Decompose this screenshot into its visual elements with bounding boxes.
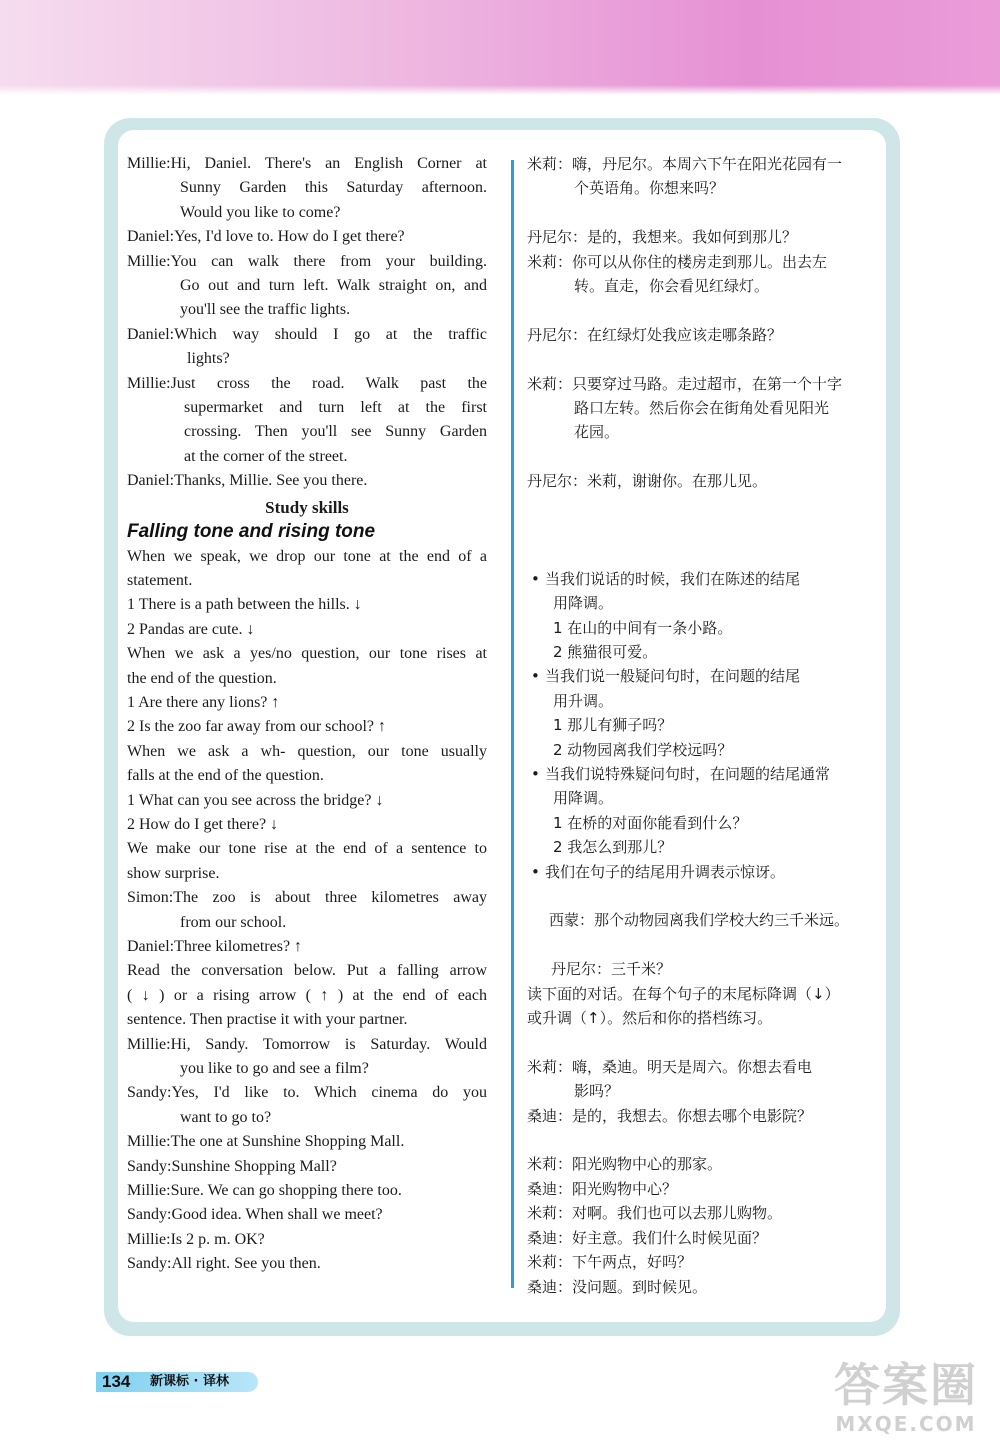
text-line: When we ask a yes/no question, our tone rises at <box>127 645 487 663</box>
translation-line: 桑迪：阳光购物中心？ <box>527 1179 678 1198</box>
translation-line: 丹尼尔：米莉，谢谢你。在那儿见。 <box>527 472 768 491</box>
translation-line: 米莉：下午两点，好吗？ <box>527 1253 693 1272</box>
dialogue-line: Millie:Sure. We can go shopping there too. <box>127 1182 402 1200</box>
dialogue-line: Millie:You can walk there from your building. <box>127 252 487 270</box>
example-line: 1 What can you see across the bridge? ↓ <box>127 791 384 809</box>
dialogue-line: Millie:Hi, Daniel. There's an English Corner at <box>127 155 487 172</box>
translation-line: 1 在桥的对面你能看到什么？ <box>553 813 748 832</box>
dialogue-line: lights? <box>187 350 230 368</box>
dialogue-line: crossing. Then you'll see Sunny Garden <box>184 423 487 441</box>
text-line: the end of the question. <box>127 669 277 687</box>
translation-line: 花园。 <box>574 423 620 442</box>
text-line: statement. <box>127 571 193 589</box>
translation-line: 米莉：嗨，桑迪。明天是周六。你想去看电 <box>527 1057 813 1076</box>
translation-line: 丹尼尔：三千米？ <box>551 960 672 979</box>
translation-line: 1 那儿有狮子吗？ <box>553 716 673 735</box>
translation-line: 2 我怎么到那儿？ <box>553 838 673 857</box>
translation-line: 用降调。 <box>553 789 614 808</box>
section-subtitle: Falling tone and rising tone <box>127 521 376 543</box>
translation-line: 西蒙：那个动物园离我们学校大约三千米远。 <box>549 911 850 930</box>
translation-line: 米莉：只要穿过马路。走过超市，在第一个十字 <box>527 374 843 393</box>
dialogue-line: Would you like to come? <box>180 203 341 221</box>
dialogue-line: Millie:The one at Sunshine Shopping Mall. <box>127 1133 405 1151</box>
instruction-line: ( ↓ ) or a rising arrow ( ↑ ) at the end of each <box>127 986 487 1004</box>
translation-line: 米莉：你可以从你住的楼房走到那儿。出去左 <box>527 252 828 271</box>
translation-line: 个英语角。你想来吗？ <box>574 179 725 198</box>
example-line: 2 Pandas are cute. ↓ <box>127 620 255 638</box>
text-line: We make our tone rise at the end of a sentence to <box>127 840 487 858</box>
dialogue-line: Millie:Hi, Sandy. Tomorrow is Saturday. Would <box>127 1035 487 1053</box>
top-decorative-band <box>0 0 1000 95</box>
translation-line: 用降调。 <box>553 594 614 613</box>
instruction-line: Read the conversation below. Put a falling arrow <box>127 962 487 980</box>
dialogue-2 <box>127 1033 487 1277</box>
translation-line: 1 在山的中间有一条小路。 <box>553 618 733 637</box>
translation-line: 丹尼尔：在红绿灯处我应该走哪条路？ <box>527 325 783 344</box>
dialogue-line: Sandy:All right. See you then. <box>127 1255 321 1273</box>
dialogue-line: you like to go and see a film? <box>180 1060 369 1078</box>
translation-line: 或升调（↑）。然后和你的搭档练习。 <box>527 1009 773 1028</box>
example-line: 2 Is the zoo far away from our school? ↑ <box>127 718 387 736</box>
translation-line: 用升调。 <box>553 691 614 710</box>
text-line: falls at the end of the question. <box>127 767 324 785</box>
translation-line: 米莉：嗨，丹尼尔。本周六下午在阳光花园有一 <box>527 155 843 173</box>
text-line: show surprise. <box>127 864 220 882</box>
text-line: When we speak, we drop our tone at the end of a <box>127 547 487 565</box>
page-number: 134 <box>102 1372 131 1391</box>
translation-line: 影吗？ <box>574 1082 620 1101</box>
chinese-column <box>527 152 883 1299</box>
page-footer <box>96 1372 258 1392</box>
translation-line: 桑迪：好主意。我们什么时候见面？ <box>527 1228 768 1247</box>
dialogue-line: Sandy:Sunshine Shopping Mall? <box>127 1157 337 1175</box>
example-line: 2 How do I get there? ↓ <box>127 815 279 833</box>
column-divider <box>511 160 514 1288</box>
dialogue-line: Simon:The zoo is about three kilometres away <box>127 889 487 907</box>
dialogue-line: want to go to? <box>180 1108 272 1126</box>
dialogue-line: Sandy:Yes, I'd like to. Which cinema do you <box>127 1084 487 1102</box>
translation-line: 桑迪：是的，我想去。你想去哪个电影院？ <box>527 1106 813 1125</box>
bullet-line: • 当我们说一般疑问句时，在问题的结尾 <box>527 664 883 688</box>
example-line: 1 Are there any lions? ↑ <box>127 693 280 711</box>
bullet-line: • 当我们说特殊疑问句时，在问题的结尾通常 <box>527 762 883 786</box>
dialogue-line: Millie:Is 2 p. m. OK? <box>127 1230 265 1248</box>
dialogue-line: Millie:Just cross the road. Walk past the <box>127 374 487 392</box>
translation-line: 桑迪：没问题。到时候见。 <box>527 1277 708 1296</box>
dialogue-line: you'll see the traffic lights. <box>180 301 351 319</box>
bullet-line: • 我们在句子的结尾用升调表示惊讶。 <box>527 860 883 884</box>
translation-line: 米莉：阳光购物中心的那家。 <box>527 1155 723 1174</box>
series-label: 新课标 · 译林 <box>150 1374 229 1389</box>
watermark-logo: 答案圈 MXQE.COM <box>834 1358 978 1436</box>
dialogue-line: at the corner of the street. <box>184 447 348 465</box>
dialogue-line: Go out and turn left. Walk straight on, and <box>180 277 487 295</box>
dialogue-line: Daniel:Which way should I go at the traffic <box>127 325 487 343</box>
translation-line: 转。直走，你会看见红绿灯。 <box>574 277 770 296</box>
translation-line: 2 熊猫很可爱。 <box>553 643 658 662</box>
instruction-line: sentence. Then practise it with your partner. <box>127 1011 408 1029</box>
translation-line: 路口左转。然后你会在街角处看见阳光 <box>574 399 830 418</box>
text-line: When we ask a wh- question, our tone usually <box>127 742 487 760</box>
dialogue-line: Sandy:Good idea. When shall we meet? <box>127 1206 383 1224</box>
dialogue-line: Daniel:Thanks, Millie. See you there. <box>127 472 368 490</box>
bullet-line: • 当我们说话的时候，我们在陈述的结尾 <box>527 567 883 591</box>
dialogue-line: supermarket and turn left at the first <box>184 399 487 417</box>
dialogue-line: Sunny Garden this Saturday afternoon. <box>180 179 487 197</box>
section-title: Study skills <box>265 497 349 517</box>
dialogue-line: Daniel:Three kilometres? ↑ <box>127 938 303 955</box>
translation-line: 读下面的对话。在每个句子的末尾标降调（↓） <box>527 984 840 1003</box>
translation-line: 米莉：对啊。我们也可以去那儿购物。 <box>527 1204 783 1223</box>
dialogue-line: Daniel:Yes, I'd love to. How do I get there? <box>127 228 405 246</box>
translation-line: 丹尼尔：是的，我想来。我如何到那儿？ <box>527 228 798 247</box>
dialogue-1 <box>127 152 487 494</box>
dialogue-line: from our school. <box>180 913 287 931</box>
translation-line: 2 动物园离我们学校远吗？ <box>553 740 733 759</box>
english-column <box>127 152 487 1277</box>
example-line: 1 There is a path between the hills. ↓ <box>127 596 362 614</box>
